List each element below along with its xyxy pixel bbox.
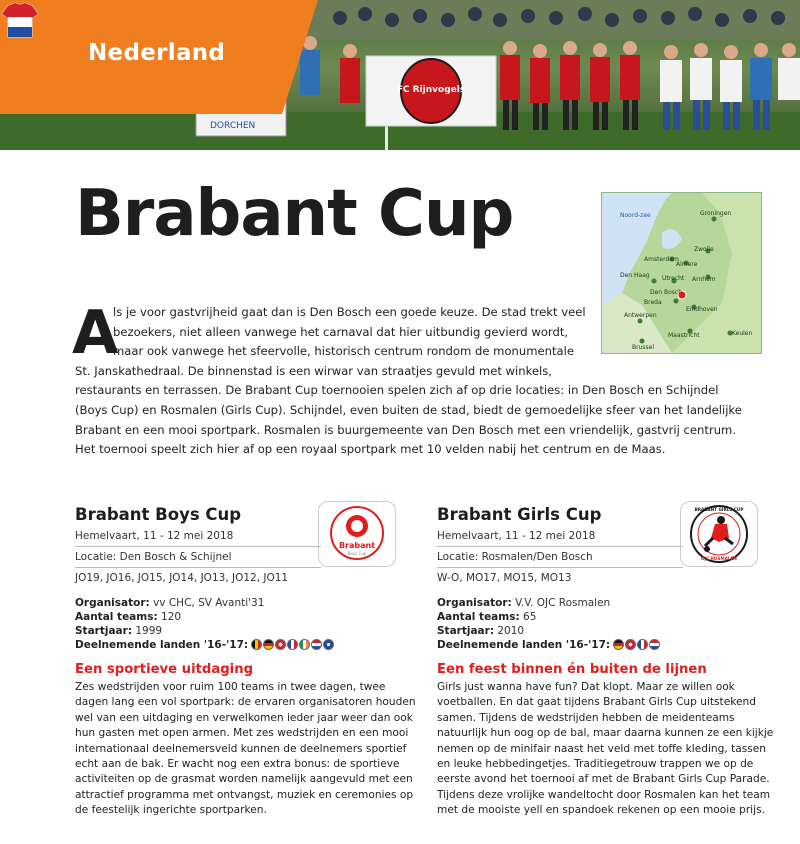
girls-logo-text: BRABANT GIRLS CUP bbox=[694, 507, 744, 512]
map-city: Maastricht bbox=[668, 332, 700, 339]
map-city: Utrecht bbox=[662, 275, 685, 282]
girls-teams-label: Aantal teams: bbox=[437, 611, 520, 623]
map-city: Almere bbox=[676, 261, 698, 268]
boys-organizer: vv CHC, SV Avanti'31 bbox=[153, 597, 265, 609]
page-title: Brabant Cup bbox=[75, 177, 514, 251]
boys-body bbox=[75, 680, 416, 819]
girls-location: Locatie: Rosmalen/Den Bosch bbox=[437, 551, 593, 563]
belgium-flag-icon bbox=[251, 639, 262, 650]
boys-cup-title: Brabant Boys Cup bbox=[75, 505, 242, 524]
body-line: met de mooiste yell en spandoek rekenen op een mooie prijs. bbox=[437, 804, 765, 817]
body-line: Girls just wanna have fun? Dat klopt. Maar ze willen ook bbox=[437, 681, 735, 693]
scotland-flag-icon bbox=[323, 639, 334, 650]
girls-facts bbox=[437, 596, 722, 654]
boys-teams-label: Aantal teams: bbox=[75, 611, 158, 623]
boys-logo-text: Brabant bbox=[338, 541, 376, 550]
banner-club-name: FC Rijnvogels bbox=[396, 85, 466, 95]
body-line: voetballen. En dat gaat tijdens Brabant Girls Cup uitstekend bbox=[437, 696, 756, 709]
map-sea-label: Noord-zee bbox=[620, 212, 651, 219]
germany-flag-icon bbox=[613, 639, 624, 650]
map-city: Den Bosch bbox=[650, 289, 683, 296]
girls-logo-sub: OJC ROSMALEN bbox=[701, 556, 737, 561]
body-line: natuurlijk hun oog op de bal, maar daarna kunnen ze een kijkje bbox=[437, 727, 774, 740]
boys-organizer-label: Organisator: bbox=[75, 597, 150, 609]
intro-line: Het toernooi speelt zich hier af op een royaal sportpark met 10 velden nabij het centrum en de Maas. bbox=[75, 442, 666, 457]
boys-start: 1999 bbox=[135, 625, 163, 637]
divider bbox=[437, 567, 683, 568]
region-label: Nederland bbox=[88, 40, 226, 66]
drop-cap: A bbox=[72, 298, 119, 368]
ireland-flag-icon bbox=[299, 639, 310, 650]
location-map bbox=[601, 192, 762, 354]
boys-logo-sub: Boys Cup bbox=[347, 551, 367, 556]
body-line: Tijdens deze vrolijke wandeltocht door Rosmalen kan het team bbox=[437, 788, 771, 801]
intro-line: maar ook vanwege het sfeervolle, historisch centrum rondom de monumentale bbox=[113, 344, 575, 359]
map-city: Amsterdam bbox=[644, 256, 679, 263]
girls-date: Hemelvaart, 11 - 12 mei 2018 bbox=[437, 530, 596, 542]
girls-start-label: Startjaar: bbox=[437, 625, 495, 637]
denmark-flag-icon bbox=[625, 639, 636, 650]
boys-location: Locatie: Den Bosch & Schijnel bbox=[75, 551, 232, 563]
girls-cup-section bbox=[437, 505, 774, 819]
body-line: internationaal deelnemersveld kunnen de deelnemers sportief bbox=[75, 742, 407, 755]
boys-categories: JO19, JO16, JO15, JO14, JO13, JO12, JO11 bbox=[75, 572, 289, 584]
map-city: Arnhem bbox=[692, 276, 716, 283]
dutch-shirt-flag-icon bbox=[0, 0, 40, 40]
girls-teams: 65 bbox=[523, 611, 537, 623]
intro-line: (Boys Cup) en Rosmalen (Girls Cup). Schijndel, even buiten de stad, biedt de gemoedelijke sfeer van het landelijke bbox=[75, 403, 742, 417]
france-flag-icon bbox=[287, 639, 298, 650]
divider bbox=[75, 567, 321, 568]
banner-club-label: DORCHEN bbox=[210, 121, 256, 131]
team-banner bbox=[366, 56, 496, 126]
body-line: dagen lang een vol sportpark: de ervaren organisatoren houden bbox=[75, 696, 416, 709]
hero-photo bbox=[0, 0, 800, 150]
girls-cup-title: Brabant Girls Cup bbox=[437, 505, 602, 524]
body-line: echt aan de bak. Er wacht nog een extra bonus: de sportieve bbox=[75, 758, 400, 771]
body-line: eerste avond het toernooi af met de Brabant Girls Cup Parade. bbox=[437, 773, 770, 786]
girls-body bbox=[437, 680, 774, 819]
map-city: Den Haag bbox=[620, 272, 650, 279]
girls-country-flags bbox=[613, 639, 661, 654]
germany-flag-icon bbox=[263, 639, 274, 650]
intro-line: restaurants en terrassen. De Brabant Cup toernooien spelen zich af op drie locaties: in Den Bosch en Schijndel bbox=[75, 383, 719, 398]
body-line: wel van een uitdaging en verwelkomen ieder jaar weer dan ook bbox=[75, 711, 413, 724]
divider bbox=[75, 546, 321, 547]
netherlands-flag-icon bbox=[311, 639, 322, 650]
boys-facts bbox=[75, 596, 360, 654]
girls-start: 2010 bbox=[497, 625, 525, 637]
boys-start-label: Startjaar: bbox=[75, 625, 133, 637]
girls-subheading: Een feest binnen én buiten de lijnen bbox=[437, 662, 707, 677]
girls-organizer: V.V. OJC Rosmalen bbox=[515, 597, 611, 609]
body-line: Zes wedstrijden voor ruim 100 teams in twee dagen, twee bbox=[75, 681, 386, 693]
boys-countries-label: Deelnemende landen '16-'17: bbox=[75, 639, 249, 651]
map-city: Zwolle bbox=[694, 246, 714, 253]
body-line: de feestelijk ingerichte sportparken. bbox=[75, 804, 267, 817]
boys-country-flags bbox=[251, 639, 335, 654]
netherlands-flag-icon bbox=[649, 639, 660, 650]
map-city: Antwerpen bbox=[624, 312, 657, 319]
boys-cup-section bbox=[75, 505, 416, 819]
denmark-flag-icon bbox=[275, 639, 286, 650]
intro-line: bezoekers, niet alleen vanwege het carnaval dat hier uitbundig gevierd wordt, bbox=[113, 324, 569, 339]
boys-date: Hemelvaart, 11 - 12 mei 2018 bbox=[75, 530, 234, 542]
body-line: attractief programma met ontvangst, muziek en ceremonies op bbox=[75, 788, 414, 801]
body-line: en leuke hebbedingetjes. Traditiegetrouw trappen we op de bbox=[437, 758, 754, 771]
map-city: Groningen bbox=[700, 210, 732, 217]
body-line: hun gasten met open armen. Met zes wedstrijden en een mooi bbox=[75, 727, 409, 740]
map-city: Keulen bbox=[732, 330, 753, 337]
boys-subheading: Een sportieve uitdaging bbox=[75, 662, 254, 677]
france-flag-icon bbox=[637, 639, 648, 650]
netherlands-map-illustration bbox=[602, 193, 761, 353]
divider bbox=[437, 546, 683, 547]
boys-teams: 120 bbox=[161, 611, 182, 623]
map-city: Eindhoven bbox=[686, 306, 718, 313]
map-city: Brussel bbox=[632, 344, 654, 351]
body-line: samen. Tijdens de wedstrijden hebben de meidenteams bbox=[437, 711, 735, 724]
intro-line: Brabant en een mooi sportpark. Rosmalen is buurgemeente van Den Bosch met een vriendelijk, gastvrij centrum. bbox=[75, 422, 737, 437]
map-city: Breda bbox=[644, 299, 662, 306]
girls-organizer-label: Organisator: bbox=[437, 597, 512, 609]
girls-categories: W-O, MO17, MO15, MO13 bbox=[437, 572, 572, 584]
girls-countries-label: Deelnemende landen '16-'17: bbox=[437, 639, 611, 651]
body-line: activiteiten op de grasmat worden namelijk aangevuld met een bbox=[75, 773, 413, 786]
intro-line: St. Janskathedraal. De binnenstad is een wirwar van straatjes gevuld met winkels, bbox=[75, 363, 552, 378]
body-line: nemen op de minifair naast het veld met toffe kleding, tassen bbox=[437, 742, 766, 755]
intro-line: ls je voor gastvrijheid gaat dan is Den Bosch een goede keuze. De stad trekt veel bbox=[113, 305, 586, 319]
